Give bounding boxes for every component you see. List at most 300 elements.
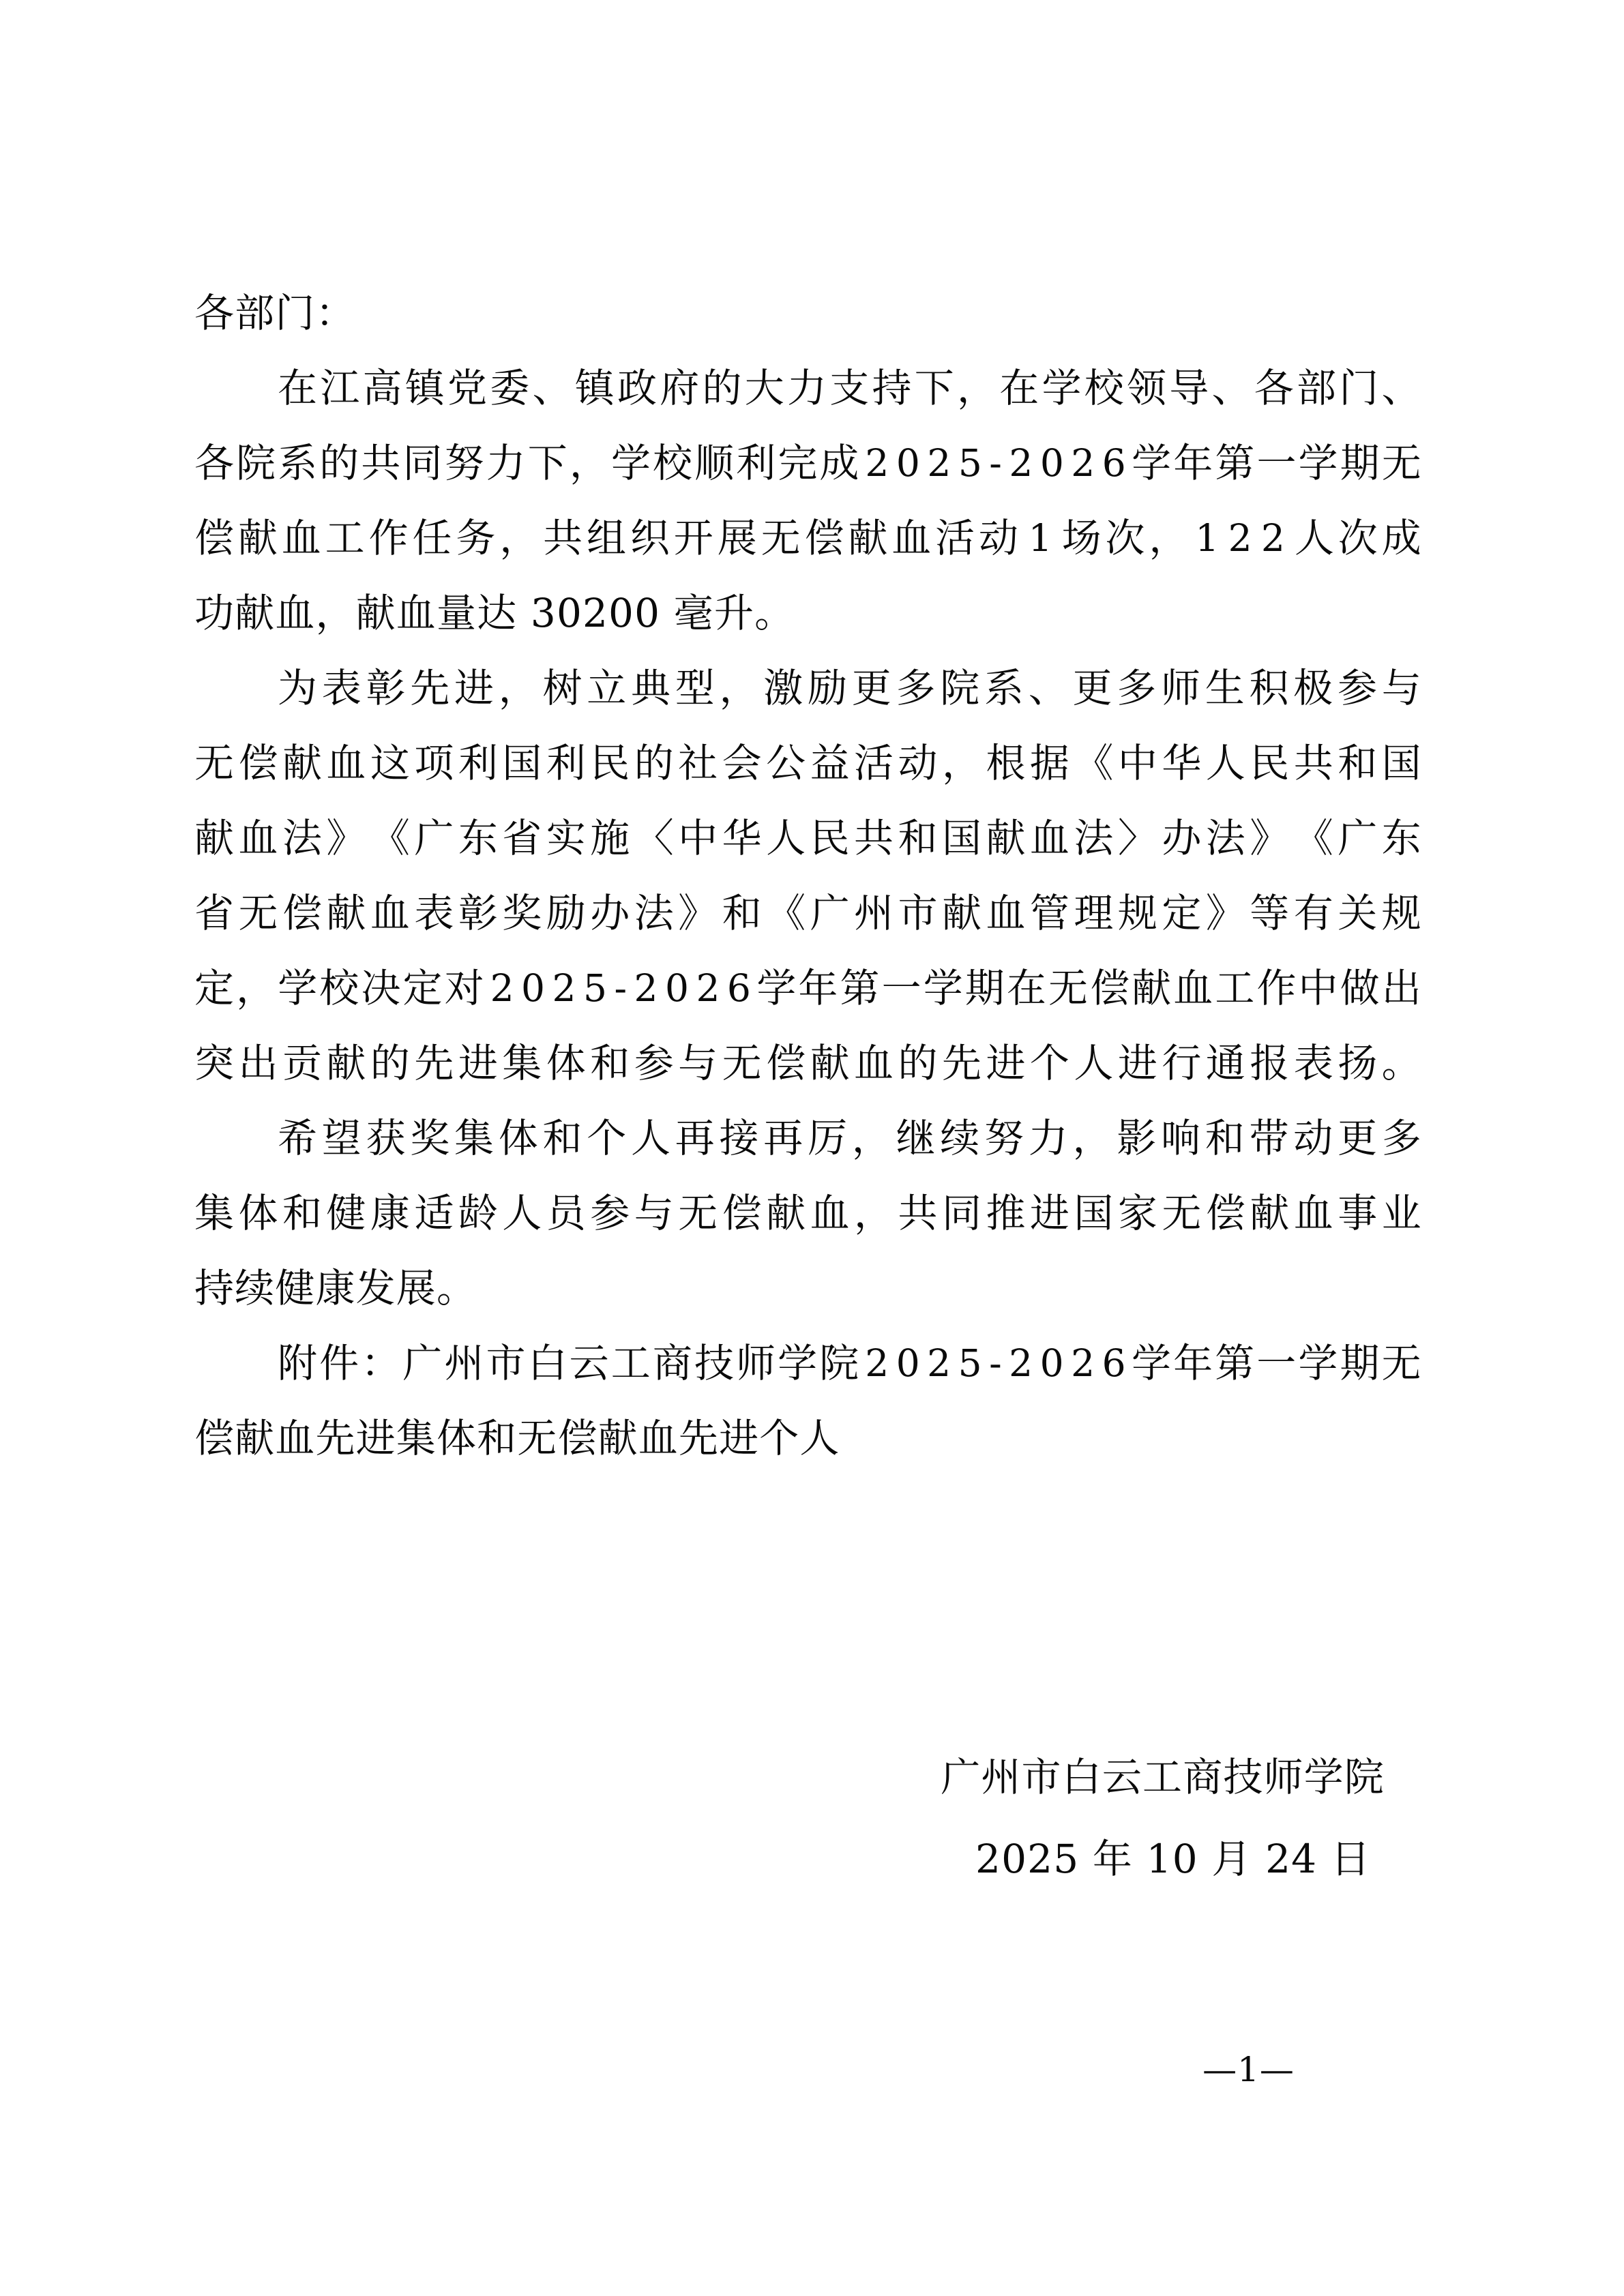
glyph: 学: [1042, 365, 1082, 411]
glyph: 公: [766, 740, 807, 786]
glyph: 血: [986, 890, 1027, 936]
document-body: [194, 275, 1422, 1476]
glyph: 0: [1039, 441, 1065, 485]
glyph: -: [989, 441, 1003, 485]
body-line: [194, 726, 1422, 801]
glyph: 血: [1029, 815, 1071, 861]
glyph: 的: [898, 1040, 939, 1086]
glyph: 开: [673, 515, 714, 561]
signature-block: [194, 1736, 1422, 1900]
glyph: 益: [810, 740, 851, 786]
glyph: 有: [1293, 890, 1334, 936]
glyph: ，: [569, 440, 610, 486]
glyph: 顺: [694, 440, 735, 486]
glyph: 参: [1338, 665, 1378, 711]
glyph: ，: [1149, 515, 1190, 561]
glyph: 参: [634, 1040, 675, 1086]
glyph: 个: [1029, 1040, 1071, 1086]
glyph: 织: [630, 515, 671, 561]
glyph: 工: [1215, 965, 1256, 1011]
glyph: 各: [194, 440, 235, 486]
glyph: 共: [361, 440, 402, 486]
glyph: 组: [587, 515, 628, 561]
glyph: 年: [798, 965, 839, 1011]
glyph: 更: [1338, 1115, 1378, 1161]
glyph: 血: [854, 1040, 895, 1086]
glyph: 这: [370, 740, 411, 786]
glyph: ，: [854, 1190, 895, 1236]
glyph: 2: [1260, 516, 1286, 560]
glyph: 广: [810, 890, 851, 936]
glyph: 法: [634, 890, 675, 936]
glyph: 共: [543, 515, 584, 561]
glyph: 2: [696, 966, 720, 1010]
glyph: 表: [414, 890, 455, 936]
glyph: 进: [1029, 1190, 1071, 1236]
glyph: 集: [502, 1040, 543, 1086]
glyph: 广: [414, 815, 455, 861]
glyph: 学: [278, 965, 319, 1011]
glyph: 献: [766, 1190, 807, 1236]
glyph: 贡: [282, 1040, 323, 1086]
glyph: 再: [675, 1115, 715, 1161]
glyph: 彰: [366, 665, 407, 711]
glyph: 血: [891, 515, 932, 561]
glyph: 表: [1293, 1040, 1334, 1086]
glyph: 院: [940, 665, 981, 711]
glyph: 校: [319, 965, 360, 1011]
glyph: 活: [935, 515, 976, 561]
glyph: 偿: [804, 515, 845, 561]
glyph: 》: [1205, 890, 1246, 936]
glyph: 和: [282, 1190, 323, 1236]
glyph: 商: [652, 1340, 694, 1386]
glyph: 会: [722, 740, 763, 786]
body-line-text: 功献血，献血量达 30200 毫升。: [194, 590, 795, 636]
glyph: 偿: [722, 1190, 763, 1236]
glyph: 实: [546, 815, 587, 861]
glyph: 校: [1084, 365, 1125, 411]
body-line: [194, 1251, 1422, 1326]
glyph: 技: [694, 1340, 735, 1386]
glyph: 共: [854, 815, 895, 861]
glyph: ：: [361, 1340, 402, 1386]
glyph: 2: [1009, 441, 1033, 485]
glyph: 更: [851, 665, 892, 711]
glyph: 在: [1006, 965, 1048, 1011]
glyph: 血: [370, 890, 411, 936]
glyph: 据: [1029, 740, 1071, 786]
glyph: 励: [546, 890, 587, 936]
body-line: [194, 801, 1422, 876]
glyph: 望: [321, 1115, 362, 1161]
glyph: 多: [1381, 1115, 1422, 1161]
glyph: 活: [854, 740, 895, 786]
glyph: 规: [1117, 890, 1159, 936]
glyph: 0: [896, 1341, 921, 1385]
glyph: 国: [1381, 740, 1422, 786]
glyph: 献: [810, 1040, 851, 1086]
glyph: 康: [370, 1190, 411, 1236]
glyph: 和: [1205, 1115, 1245, 1161]
glyph: 0: [896, 441, 921, 485]
glyph: 国: [502, 740, 543, 786]
glyph: 领: [1127, 365, 1168, 411]
glyph: 《: [1074, 740, 1114, 786]
glyph: 东: [1381, 815, 1422, 861]
glyph: 《: [766, 890, 807, 936]
glyph: 、: [1381, 365, 1422, 411]
glyph: ，: [1072, 1115, 1113, 1161]
glyph: 镇: [404, 365, 445, 411]
glyph: 体: [546, 1040, 587, 1086]
glyph: 州: [854, 890, 895, 936]
glyph: 献: [941, 890, 983, 936]
glyph: 与: [634, 1190, 675, 1236]
glyph: 健: [326, 1190, 367, 1236]
body-line: [194, 1026, 1422, 1101]
glyph: 关: [1338, 890, 1378, 936]
glyph: 一: [1256, 440, 1297, 486]
body-line: [194, 1101, 1422, 1176]
glyph: 学: [1298, 440, 1339, 486]
glyph: 进: [986, 1040, 1027, 1086]
glyph: 接: [719, 1115, 760, 1161]
glyph: 施: [590, 815, 631, 861]
glyph: 和: [542, 1115, 583, 1161]
glyph: 人: [502, 1190, 543, 1236]
glyph: 院: [819, 1340, 860, 1386]
glyph: 生: [1205, 665, 1245, 711]
glyph: 法: [1205, 815, 1246, 861]
glyph: 无: [1162, 1190, 1202, 1236]
glyph: 无: [722, 1040, 763, 1086]
glyph: ，: [499, 515, 540, 561]
glyph: 务: [456, 515, 497, 561]
glyph: 0: [664, 966, 690, 1010]
glyph: 人: [1205, 740, 1246, 786]
glyph: 第: [840, 965, 881, 1011]
body-line: [194, 951, 1422, 1026]
glyph: 成: [819, 440, 860, 486]
glyph: 学: [1132, 440, 1172, 486]
glyph: 血: [1293, 1190, 1334, 1236]
glyph: -: [614, 966, 628, 1010]
glyph: 龄: [458, 1190, 499, 1236]
glyph: 1: [1195, 516, 1220, 560]
glyph: 和: [590, 1040, 631, 1086]
glyph: 大: [744, 365, 785, 411]
glyph: 人: [1294, 515, 1335, 561]
glyph: 适: [414, 1190, 455, 1236]
glyph: 工: [610, 1340, 651, 1386]
glyph: 参: [590, 1190, 631, 1236]
paragraph-4-attachment: [194, 1326, 1422, 1476]
glyph: 定: [402, 965, 443, 1011]
glyph: 和: [722, 890, 763, 936]
glyph: 献: [1250, 1190, 1290, 1236]
glyph: 第: [1215, 1340, 1256, 1386]
glyph: 完: [778, 440, 818, 486]
glyph: 献: [986, 815, 1027, 861]
glyph: 、: [1028, 665, 1069, 711]
glyph: 成: [1381, 515, 1422, 561]
glyph: 无: [1048, 965, 1089, 1011]
glyph: 定: [194, 965, 235, 1011]
glyph: ，: [236, 965, 277, 1011]
glyph: 集: [454, 1115, 495, 1161]
glyph: 学: [1298, 1340, 1339, 1386]
glyph: 获: [366, 1115, 407, 1161]
glyph: 无: [194, 740, 235, 786]
glyph: 厉: [808, 1115, 848, 1161]
glyph: 1: [1028, 516, 1053, 560]
glyph: 《: [1293, 815, 1334, 861]
attachment-line-text: 偿献血先进集体和无偿献血先进个人: [194, 1415, 840, 1461]
glyph: 〈: [634, 815, 675, 861]
glyph: 集: [194, 1190, 235, 1236]
glyph: 人: [631, 1115, 672, 1161]
glyph: 的: [319, 440, 360, 486]
glyph: 做: [1340, 965, 1381, 1011]
glyph: 在: [999, 365, 1040, 411]
glyph: 带: [1249, 1115, 1290, 1161]
glyph: 无: [761, 515, 801, 561]
page-footer: [0, 2050, 1624, 2089]
glyph: 利: [546, 740, 587, 786]
glyph: 进: [1117, 1040, 1159, 1086]
glyph: 工: [325, 515, 366, 561]
glyph: 年: [1173, 1340, 1214, 1386]
glyph: 偿: [282, 890, 323, 936]
glyph: 无: [238, 890, 279, 936]
glyph: 血: [810, 1190, 851, 1236]
glyph: 再: [763, 1115, 804, 1161]
glyph: 偿: [766, 1040, 807, 1086]
glyph: 树: [542, 665, 583, 711]
glyph: 导: [1169, 365, 1210, 411]
glyph: 门: [1339, 365, 1380, 411]
attachment-line: [194, 1401, 1422, 1476]
glyph: 》: [326, 815, 367, 861]
glyph: 利: [458, 740, 499, 786]
glyph: 民: [810, 815, 851, 861]
glyph: ，: [498, 665, 539, 711]
glyph: 先: [941, 1040, 983, 1086]
paragraph-3: [194, 1101, 1422, 1326]
glyph: 第: [1215, 440, 1256, 486]
glyph: 学: [923, 965, 964, 1011]
glyph: 校: [653, 440, 694, 486]
glyph: 府: [660, 365, 700, 411]
glyph: 报: [1250, 1040, 1290, 1086]
glyph: 在: [278, 365, 319, 411]
glyph: 力: [1028, 1115, 1069, 1161]
glyph: 中: [1298, 965, 1339, 1011]
glyph: 动: [1293, 1115, 1334, 1161]
glyph: 省: [194, 890, 235, 936]
glyph: 励: [808, 665, 848, 711]
glyph: 人: [1074, 1040, 1114, 1086]
glyph: 下: [527, 440, 568, 486]
glyph: 通: [1205, 1040, 1246, 1086]
glyph: 2: [865, 441, 889, 485]
glyph: 与: [1381, 665, 1422, 711]
glyph: 2: [552, 966, 577, 1010]
glyph: 的: [370, 1040, 411, 1086]
glyph: 定: [1162, 890, 1202, 936]
salutation: 各部门：: [194, 290, 356, 336]
glyph: 华: [1162, 740, 1202, 786]
glyph: 献: [194, 815, 235, 861]
glyph: 力: [787, 365, 828, 411]
glyph: 5: [582, 966, 608, 1010]
glyph: 、: [532, 365, 573, 411]
glyph: 期: [964, 965, 1005, 1011]
glyph: 立: [587, 665, 628, 711]
glyph: 》: [1250, 815, 1290, 861]
glyph: 同: [402, 440, 443, 486]
glyph: 件: [319, 1340, 360, 1386]
glyph: ，: [957, 365, 998, 411]
glyph: 、: [1211, 365, 1252, 411]
glyph: 和: [898, 815, 939, 861]
glyph: 典: [631, 665, 672, 711]
glyph: 作: [1256, 965, 1297, 1011]
glyph: 学: [1131, 1340, 1172, 1386]
glyph: 出: [238, 1040, 279, 1086]
glyph: 中: [1117, 740, 1159, 786]
glyph: 市: [898, 890, 939, 936]
glyph: 2: [1071, 1341, 1095, 1385]
glyph: 学: [756, 965, 797, 1011]
glyph: 先: [410, 665, 451, 711]
glyph: 扬: [1338, 1040, 1378, 1086]
glyph: 对: [444, 965, 485, 1011]
glyph: 2: [1009, 1341, 1033, 1385]
glyph: 的: [634, 740, 675, 786]
glyph: 动: [979, 515, 1020, 561]
glyph: 血: [281, 515, 322, 561]
glyph: 继: [896, 1115, 936, 1161]
body-line: [194, 426, 1422, 501]
glyph: 下: [914, 365, 955, 411]
glyph: 〉: [1117, 815, 1159, 861]
glyph: 决: [361, 965, 402, 1011]
glyph: 理: [1074, 890, 1114, 936]
glyph: 持: [872, 365, 913, 411]
glyph: 共: [898, 1190, 939, 1236]
glyph: 同: [941, 1190, 983, 1236]
glyph: 激: [763, 665, 804, 711]
glyph: 师: [1161, 665, 1202, 711]
glyph: 0: [521, 966, 546, 1010]
signature-date: 2025 年 10 月 24 日: [975, 1836, 1371, 1882]
glyph: 》: [678, 890, 719, 936]
glyph: 支: [829, 365, 870, 411]
glyph: ，: [941, 740, 983, 786]
glyph: 多: [1117, 665, 1157, 711]
glyph: 国: [941, 815, 983, 861]
glyph: 奖: [410, 1115, 451, 1161]
signature-organization: 广州市白云工商技师学院: [941, 1754, 1385, 1800]
glyph: 年: [1173, 440, 1214, 486]
glyph: 偿: [1090, 965, 1131, 1011]
glyph: 云: [569, 1340, 610, 1386]
glyph: 为: [278, 665, 319, 711]
glyph: 系: [984, 665, 1025, 711]
glyph: 无: [1381, 440, 1422, 486]
glyph: 展: [717, 515, 758, 561]
glyph: 和: [1338, 740, 1378, 786]
glyph: 规: [1381, 890, 1422, 936]
glyph: 进: [458, 1040, 499, 1086]
glyph: 华: [722, 815, 763, 861]
glyph: 型: [675, 665, 715, 711]
glyph: 办: [1162, 815, 1202, 861]
glyph: 部: [1297, 365, 1338, 411]
glyph: 家: [1117, 1190, 1159, 1236]
glyph: 力: [486, 440, 527, 486]
glyph: 学: [778, 1340, 818, 1386]
glyph: 员: [546, 1190, 587, 1236]
glyph: 管: [1029, 890, 1071, 936]
glyph: 献: [237, 515, 279, 561]
glyph: 师: [736, 1340, 777, 1386]
glyph: 动: [898, 740, 939, 786]
glyph: 6: [1102, 441, 1127, 485]
glyph: 偿: [194, 515, 235, 561]
glyph: 市: [486, 1340, 527, 1386]
glyph: 奖: [502, 890, 543, 936]
glyph: 续: [940, 1115, 981, 1161]
glyph: 党: [447, 365, 488, 411]
glyph: 2: [1071, 441, 1095, 485]
glyph: 与: [678, 1040, 719, 1086]
paragraph-1: [194, 351, 1422, 651]
glyph: 6: [1102, 1341, 1127, 1385]
page-number: —1—: [1202, 2050, 1295, 2089]
glyph: 血: [1173, 965, 1214, 1011]
glyph: 偿: [1205, 1190, 1246, 1236]
glyph: 法: [1074, 815, 1114, 861]
glyph: 高: [362, 365, 403, 411]
glyph: 彰: [458, 890, 499, 936]
glyph: 共: [1293, 740, 1334, 786]
body-line: [194, 576, 1422, 651]
glyph: 事: [1338, 1190, 1378, 1236]
glyph: 献: [326, 1040, 367, 1086]
glyph: 次: [1105, 515, 1146, 561]
body-line-text: 持续健康发展。: [194, 1265, 477, 1311]
glyph: 法: [282, 815, 323, 861]
glyph: 2: [927, 1341, 951, 1385]
glyph: 。: [1381, 1040, 1422, 1086]
glyph: 场: [1061, 515, 1102, 561]
body-line: [194, 1176, 1422, 1251]
glyph: 更: [1072, 665, 1113, 711]
glyph: 民: [1250, 740, 1290, 786]
glyph: 2: [634, 966, 659, 1010]
glyph: 2: [490, 966, 515, 1010]
glyph: 多: [896, 665, 936, 711]
body-line: [194, 501, 1422, 576]
glyph: 州: [444, 1340, 485, 1386]
glyph: 行: [1162, 1040, 1202, 1086]
glyph: 2: [927, 441, 951, 485]
glyph: 努: [984, 1115, 1025, 1161]
body-line: [194, 651, 1422, 726]
